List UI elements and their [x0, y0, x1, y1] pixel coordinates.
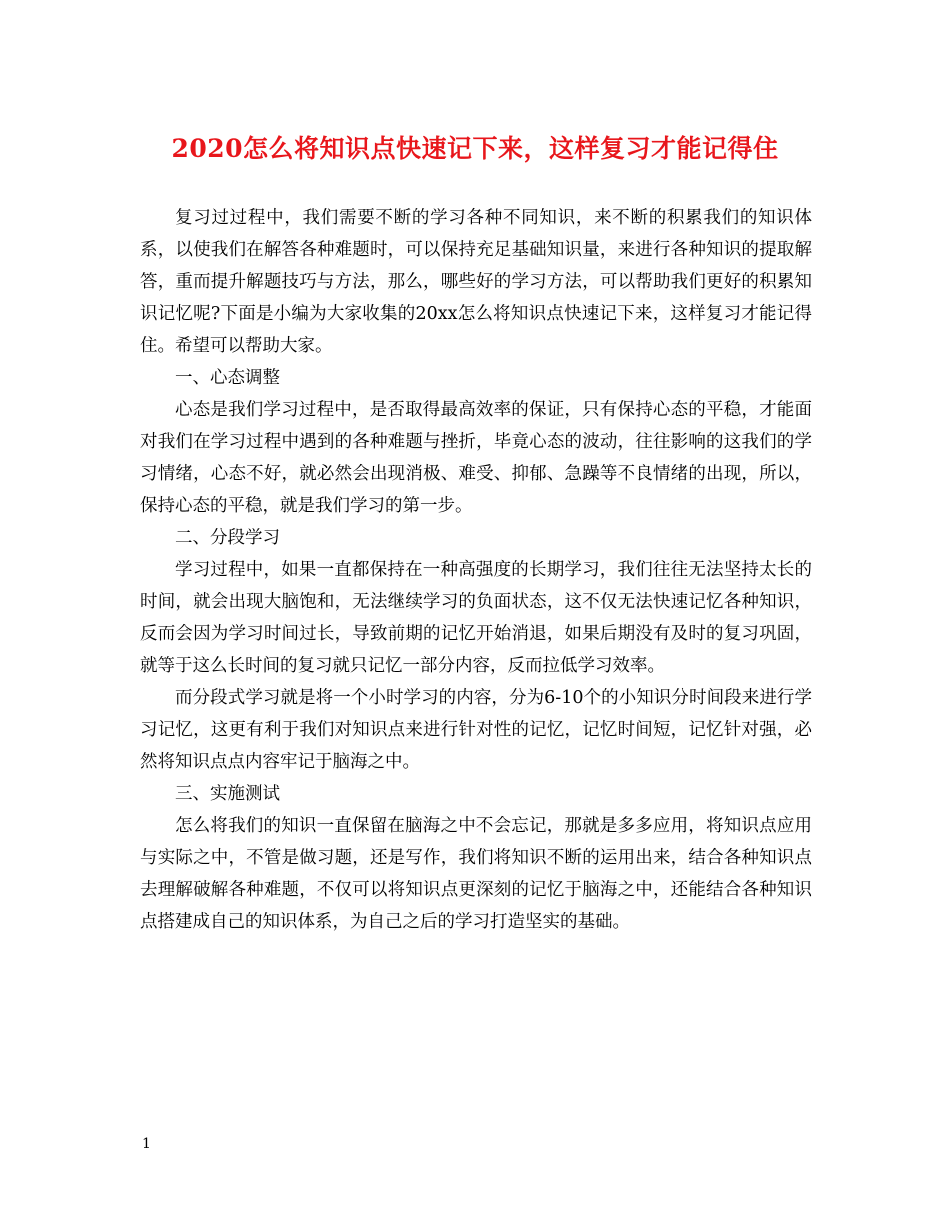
section-heading-mindset: 一、心态调整 [175, 368, 280, 388]
document-title: 2020怎么将知识点快速记下来，这样复习才能记得住 [171, 134, 779, 163]
mindset-paragraph: 心态是我们学习过程中，是否取得最高效率的保证，只有保持心态的平稳，才能面对我们在学习过程中遇到的各种难题与挫折，毕竟心态的波动，往往影响的这我们的学习情绪，心态不好，就必然会出现消极、难受、抑郁、急躁等不良情绪的出现，所以，保持心态的平稳，就是我们学习的第一步。 [140, 400, 812, 516]
intro-paragraph: 复习过过程中，我们需要不断的学习各种不同知识，来不断的积累我们的知识体系，以使我们在解答各种难题时，可以保持充足基础知识量，来进行各种知识的提取解答，重而提升解题技巧与方法，那么，哪些好的学习方法，可以帮助我们更好的积累知识记忆呢?下面是小编为大家收集的20xx怎么将知识点快速记下来，这样复习才能记得住。希望可以帮助大家。 [140, 208, 812, 356]
segmented-study-paragraph-1: 学习过程中，如果一直都保持在一种高强度的长期学习，我们往往无法坚持太长的时间，就会出现大脑饱和，无法继续学习的负面状态，这不仅无法快速记忆各种知识，反而会因为学习时间过长，导致前期的记忆开始消退，如果后期没有及时的复习巩固，就等于这么长时间的复习就只记忆一部分内容，反而拉低学习效率。 [140, 560, 812, 676]
testing-paragraph: 怎么将我们的知识一直保留在脑海之中不会忘记，那就是多多应用，将知识点应用与实际之中，不管是做习题，还是写作，我们将知识不断的运用出来，结合各种知识点去理解破解各种难题，不仅可以将知识点更深刻的记忆于脑海之中，还能结合各种知识点搭建成自己的知识体系，为自己之后的学习打造坚实的基础。 [140, 816, 812, 932]
segmented-study-paragraph-2: 而分段式学习就是将一个小时学习的内容，分为6-10个的小知识分时间段来进行学习记忆，这更有利于我们对知识点来进行针对性的记忆，记忆时间短，记忆针对强，必然将知识点点内容牢记于脑海之中。 [140, 688, 812, 772]
document-body [140, 202, 812, 938]
section-heading-testing: 三、实施测试 [175, 784, 280, 804]
page-number: 1 [142, 1136, 151, 1152]
section-heading-segmented-study: 二、分段学习 [175, 528, 280, 548]
